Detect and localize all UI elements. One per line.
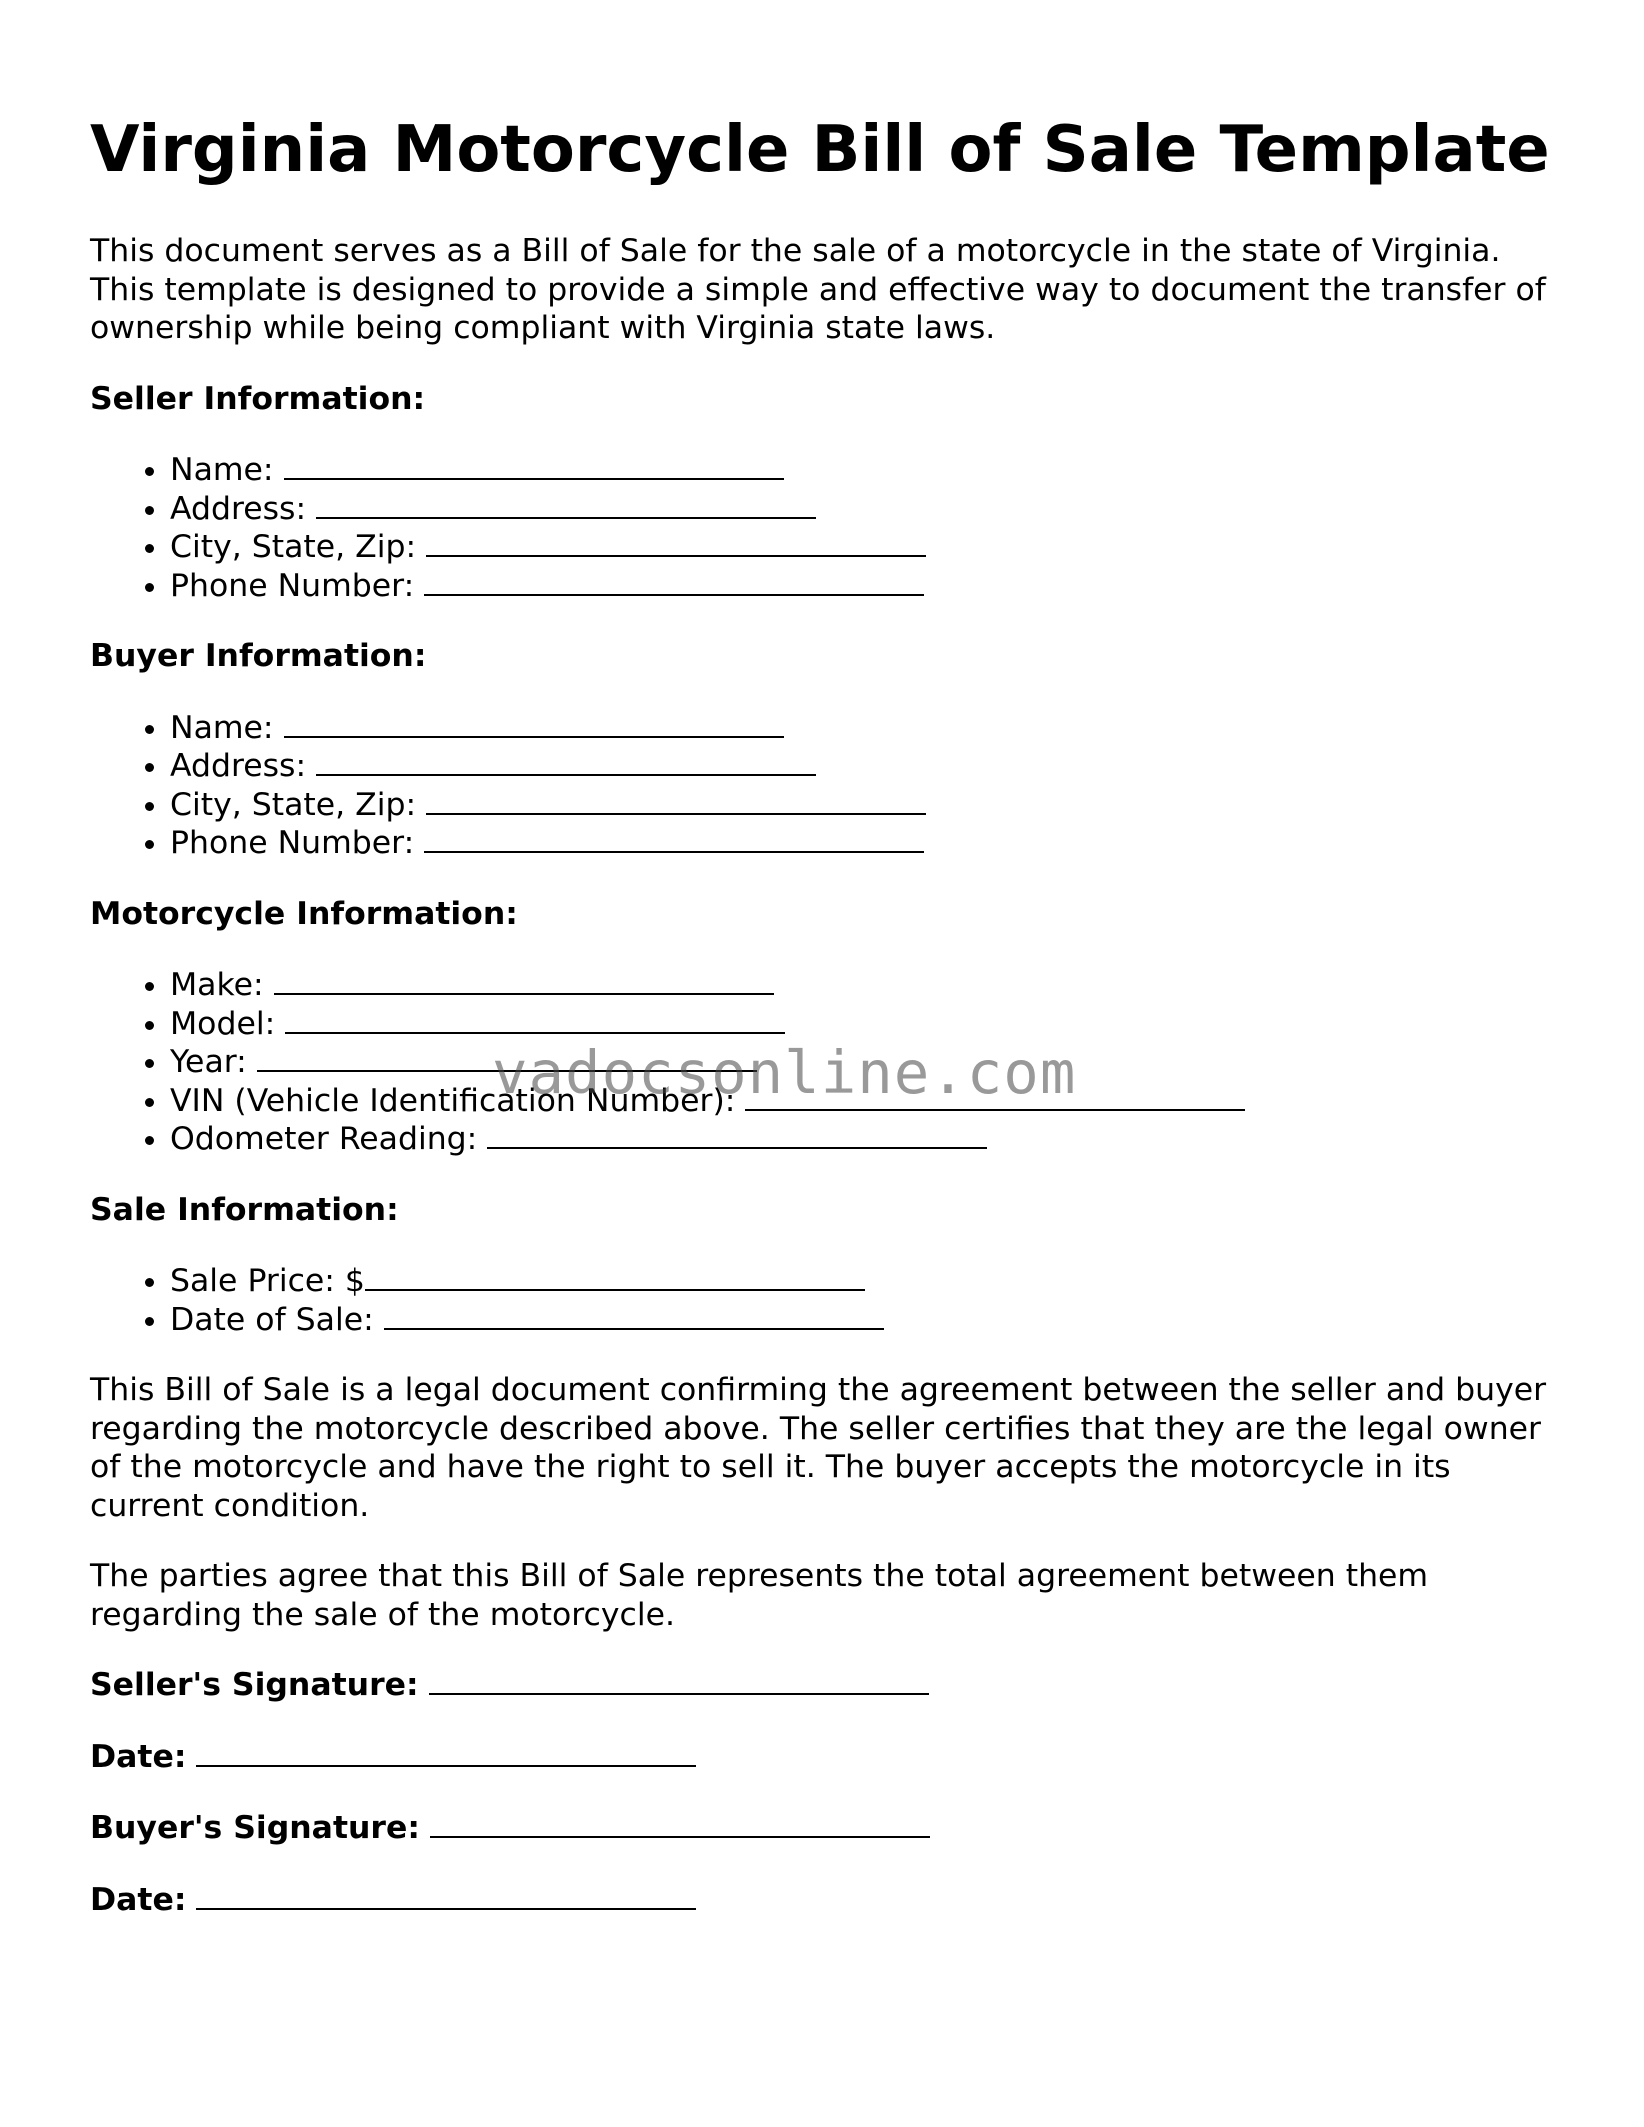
sale-date-field — [170, 1301, 1560, 1340]
field-label: Address: — [170, 490, 307, 527]
intro-paragraph: This document serves as a Bill of Sale for the sale of a motorcycle in the state of Virginia. This template is designed to provide a simple and effective way to document the transfer of ownership while being compliant with Virginia state laws. — [90, 233, 1546, 346]
buyer-signature-label: Buyer's Signature: — [90, 1810, 420, 1846]
field-label: City, State, Zip: — [170, 786, 417, 823]
fill-in-blank[interactable] — [426, 812, 926, 815]
field-label: City, State, Zip: — [170, 529, 417, 565]
fill-in-blank[interactable] — [424, 593, 924, 596]
field-label: Date of Sale: — [170, 1301, 374, 1338]
seller-signature-line — [90, 1666, 1560, 1705]
field-label: Address: — [170, 748, 307, 784]
seller-fields-list — [90, 451, 1560, 605]
motorcycle-make-field — [170, 966, 1560, 1005]
seller-name-field — [170, 451, 1560, 490]
fill-in-blank[interactable] — [487, 1146, 987, 1149]
sale-fields-list — [90, 1262, 1560, 1339]
document-page — [90, 112, 1560, 1952]
signature-blank[interactable] — [429, 1692, 929, 1695]
page-title: Virginia Motorcycle Bill of Sale Template — [90, 113, 1550, 187]
field-label: Phone Number: — [170, 567, 415, 604]
seller-city-state-zip-field — [170, 528, 1560, 567]
field-label: Sale Price: $ — [170, 1263, 365, 1299]
field-label: Name: — [170, 452, 274, 488]
buyer-date-label: Date: — [90, 1881, 187, 1918]
fill-in-blank[interactable] — [284, 477, 784, 480]
total-agreement-paragraph: The parties agree that this Bill of Sale represents the total agreement between them regarding the sale of the motorcycle. — [90, 1558, 1429, 1633]
fill-in-blank[interactable] — [274, 992, 774, 995]
fill-in-blank[interactable] — [285, 1031, 785, 1034]
fill-in-blank[interactable] — [384, 1327, 884, 1330]
buyer-section-heading: Buyer Information: — [90, 638, 427, 674]
fill-in-blank[interactable] — [365, 1288, 865, 1291]
fill-in-blank[interactable] — [426, 554, 926, 557]
fill-in-blank[interactable] — [316, 773, 816, 776]
agreement-paragraph: This Bill of Sale is a legal document confirming the agreement between the seller and buyer regarding the motorcycle described above. The seller certifies that they are the legal owner of the motorcycle and have the right to sell it. The buyer accepts the motorcycle in its current condition. — [90, 1372, 1547, 1524]
field-label: Odometer Reading: — [170, 1121, 478, 1157]
signature-blank[interactable] — [430, 1835, 930, 1838]
buyer-fields-list — [90, 709, 1560, 863]
buyer-phone-field — [170, 824, 1560, 863]
buyer-date-line — [90, 1881, 1560, 1920]
buyer-city-state-zip-field — [170, 786, 1560, 825]
fill-in-blank[interactable] — [284, 735, 784, 738]
date-blank[interactable] — [196, 1907, 696, 1910]
watermark: vadocsonline.com — [492, 1038, 1077, 1107]
motorcycle-odometer-field — [170, 1120, 1560, 1159]
field-label: VIN (Vehicle Identification Number): — [170, 1082, 736, 1119]
sale-price-field — [170, 1262, 1560, 1301]
field-label: Phone Number: — [170, 825, 415, 861]
seller-phone-field — [170, 567, 1560, 606]
field-label: Model: — [170, 1005, 276, 1042]
fill-in-blank[interactable] — [316, 516, 816, 519]
motorcycle-section-heading: Motorcycle Information: — [90, 895, 518, 932]
fill-in-blank[interactable] — [424, 850, 924, 853]
buyer-signature-line — [90, 1809, 1560, 1848]
sale-section-heading: Sale Information: — [90, 1191, 399, 1228]
seller-date-label: Date: — [90, 1738, 187, 1775]
seller-address-field — [170, 490, 1560, 529]
field-label: Year: — [170, 1044, 247, 1080]
date-blank[interactable] — [196, 1764, 696, 1767]
buyer-address-field — [170, 747, 1560, 786]
field-label: Make: — [170, 967, 264, 1003]
buyer-name-field — [170, 709, 1560, 748]
seller-signature-label: Seller's Signature: — [90, 1667, 419, 1703]
field-label: Name: — [170, 709, 274, 746]
seller-section-heading: Seller Information: — [90, 380, 426, 417]
seller-date-line — [90, 1738, 1560, 1777]
